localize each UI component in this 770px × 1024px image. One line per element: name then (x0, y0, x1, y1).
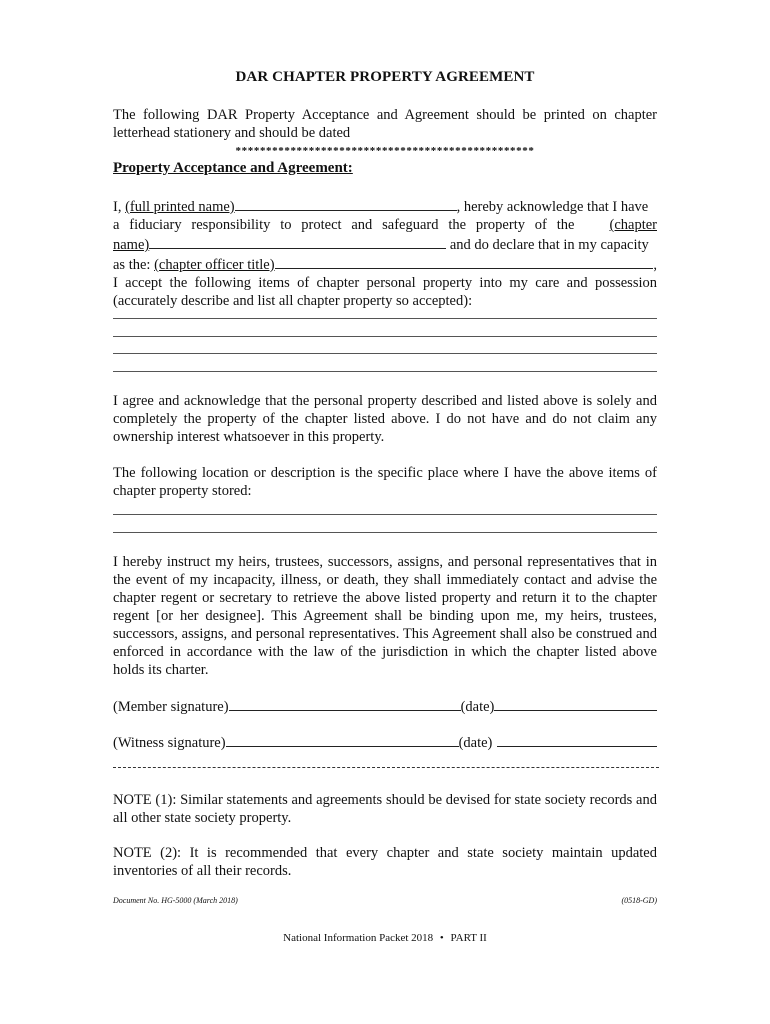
footer-packet: National Information Packet 2018 (283, 932, 434, 944)
property-line-2[interactable] (113, 336, 657, 337)
acceptance-line-4 (113, 254, 657, 274)
member-signature-label: (Member signature) (113, 699, 229, 715)
chapter-label-b: name) (113, 237, 150, 253)
chapter-name-field[interactable] (149, 234, 446, 249)
member-signature-row (113, 696, 657, 716)
accept-text: I accept the following items of chapter personal property into my care and possession (accurately describe and list all chapter property so accepted): (113, 275, 657, 309)
property-line-4[interactable] (113, 371, 657, 372)
officer-title-field[interactable] (275, 254, 654, 269)
acceptance-paragraph (113, 196, 657, 310)
document-code: (0518-GD) (621, 896, 657, 905)
footer-bullet: • (439, 932, 444, 944)
page-title: DAR CHAPTER PROPERTY AGREEMENT (235, 69, 535, 85)
witness-signature-row (113, 732, 657, 752)
note-1: NOTE (1): Similar statements and agreements should be devised for state society records and all other state society property. (113, 792, 657, 826)
acceptance-line-2 (113, 216, 657, 234)
witness-date-field[interactable] (497, 732, 657, 747)
declare-text: and do declare that in my capacity (446, 237, 649, 253)
instruct-paragraph: I hereby instruct my heirs, trustees, successors, assigns, and personal representatives that in the event of my incapacity, illness, or death, they shall immediately contact and advise the chapter regent or secretary to retrieve the above listed property and return it to the chapter regent [or her designee]. This Agreement shall be binding upon me, my heirs, trustees, successors, assigns, and personal representatives. This Agreement shall also be construed and enforced in accordance with the law of the jurisdiction in which the chapter listed above holds its charter. (113, 554, 657, 678)
witness-signature-label: (Witness signature) (113, 735, 226, 751)
document-number: Document No. HG-5000 (March 2018) (113, 896, 238, 905)
witness-signature-field[interactable] (226, 732, 459, 747)
footer-part: PART II (450, 932, 487, 944)
as-the-text: as the: (113, 257, 155, 273)
note-2: NOTE (2): It is recommended that every chapter and state society maintain updated inventories of all their records. (113, 845, 657, 879)
member-signature-field[interactable] (229, 696, 461, 711)
intro-paragraph: The following DAR Property Acceptance and Agreement should be printed on chapter letterhead stationery and should be dated (113, 107, 657, 141)
full-name-field[interactable] (235, 196, 457, 211)
full-name-label: (full printed name) (125, 199, 235, 215)
member-date-label: (date) (460, 699, 495, 715)
member-date-field[interactable] (494, 696, 657, 711)
dashed-divider (113, 767, 659, 768)
i-prefix: I, (113, 199, 126, 215)
star-divider: ************************************************* (235, 145, 535, 157)
acceptance-line-3 (113, 234, 657, 254)
document-info-row (113, 896, 657, 905)
location-line-2[interactable] (113, 532, 657, 533)
comma: , (653, 257, 657, 273)
agree-paragraph: I agree and acknowledge that the personal property described and listed above is solely and completely the property of the chapter listed above. I do not have and do not claim any ownership interest whatsoever in this property. (113, 393, 657, 445)
property-line-1[interactable] (113, 318, 657, 319)
section-heading: Property Acceptance and Agreement: (113, 160, 353, 176)
page-footer (0, 932, 770, 944)
officer-title-label: (chapter officer title) (154, 257, 275, 273)
property-line-3[interactable] (113, 353, 657, 354)
fiduciary-text: a fiduciary responsibility to protect and safeguard the property of the (113, 217, 575, 233)
witness-date-label: (date) (458, 735, 493, 751)
location-line-1[interactable] (113, 514, 657, 515)
acknowledge-text: , hereby acknowledge that I have (456, 199, 649, 215)
location-paragraph: The following location or description is the specific place where I have the above items of chapter property stored: (113, 465, 657, 499)
chapter-label-a: (chapter (609, 217, 657, 233)
acceptance-line-1 (113, 196, 657, 216)
